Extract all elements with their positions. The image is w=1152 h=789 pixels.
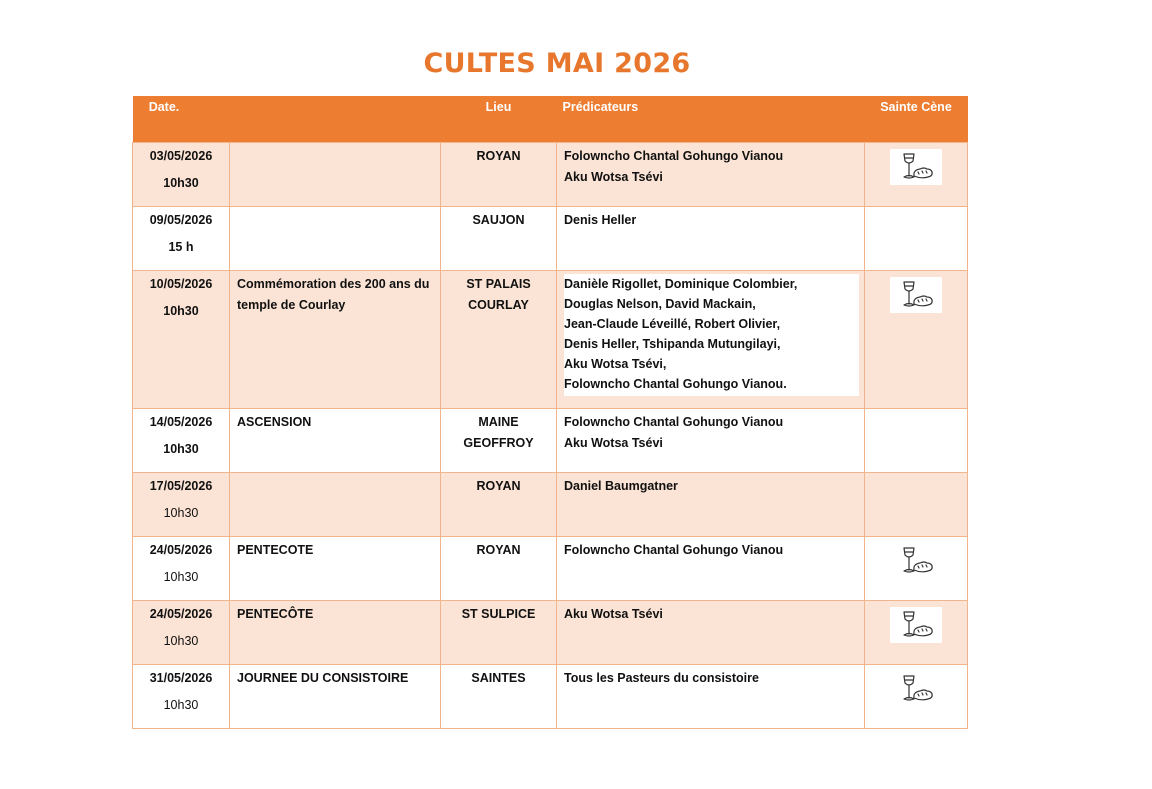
date-cell [133, 537, 230, 601]
date-cell [133, 665, 230, 729]
lieu-line: GEOFFROY [463, 436, 534, 450]
predicateurs-cell [557, 473, 865, 537]
service-date: 24/05/2026 [149, 543, 213, 557]
event-cell [230, 143, 441, 207]
predicateur-line: Tous les Pasteurs du consistoire [564, 671, 759, 685]
lieu-line: ROYAN [476, 149, 521, 163]
predicateurs-cell [557, 207, 865, 271]
sainte-cene-cell [865, 601, 968, 665]
date-cell [133, 207, 230, 271]
event-cell: JOURNEE DU CONSISTOIRE [230, 665, 441, 729]
predicateur-line: Aku Wotsa Tsévi [564, 436, 663, 450]
table-header-row [133, 96, 968, 143]
service-date: 31/05/2026 [149, 671, 213, 685]
lieu-cell [441, 665, 557, 729]
sainte-cene-cell [865, 665, 968, 729]
lieu-line: SAINTES [471, 671, 526, 685]
header-predicateurs: Prédicateurs [557, 96, 865, 143]
header-sainte-cene: Sainte Cène [865, 96, 968, 143]
lieu-line: SAUJON [472, 213, 525, 227]
predicateur-line: Folowncho Chantal Gohungo Vianou [564, 543, 784, 557]
event-cell: PENTECÔTE [230, 601, 441, 665]
header-event [230, 96, 441, 143]
service-date: 10/05/2026 [149, 277, 213, 291]
predicateur-line: Denis Heller, Tshipanda Mutungilayi, [564, 337, 781, 351]
service-date: 17/05/2026 [149, 479, 213, 493]
chalice-bread-icon [890, 607, 942, 643]
predicateur-line: Aku Wotsa Tsévi [564, 170, 663, 184]
table-row [133, 409, 968, 473]
table-row [133, 271, 968, 409]
date-cell [133, 473, 230, 537]
lieu-cell [441, 473, 557, 537]
service-time: 10h30 [163, 698, 199, 712]
service-time: 10h30 [163, 442, 199, 456]
table-row [133, 143, 968, 207]
service-time: 10h30 [163, 570, 199, 584]
service-time: 10h30 [163, 506, 199, 520]
date-cell [133, 271, 230, 409]
predicateur-line: Aku Wotsa Tsévi [564, 607, 663, 621]
event-cell [230, 473, 441, 537]
date-cell [133, 143, 230, 207]
lieu-cell [441, 143, 557, 207]
event-cell: Commémoration des 200 ans du temple de Courlay [230, 271, 441, 409]
lieu-cell [441, 601, 557, 665]
date-cell [133, 409, 230, 473]
predicateurs-cell [557, 665, 865, 729]
predicateur-line: Denis Heller [564, 213, 637, 227]
predicateur-line: Danièle Rigollet, Dominique Colombier, [564, 277, 798, 291]
service-date: 03/05/2026 [149, 149, 213, 163]
table-row [133, 665, 968, 729]
service-date: 24/05/2026 [149, 607, 213, 621]
services-table [132, 96, 968, 729]
chalice-bread-icon [890, 671, 942, 707]
service-time: 10h30 [163, 634, 199, 648]
predicateur-line: Douglas Nelson, David Mackain, [564, 297, 756, 311]
predicateurs-cell [557, 143, 865, 207]
sainte-cene-cell [865, 271, 968, 409]
service-date: 09/05/2026 [149, 213, 213, 227]
lieu-cell [441, 271, 557, 409]
table-row [133, 537, 968, 601]
table-row [133, 207, 968, 271]
predicateur-line: Daniel Baumgatner [564, 479, 678, 493]
lieu-cell [441, 409, 557, 473]
event-cell: PENTECOTE [230, 537, 441, 601]
table-row [133, 601, 968, 665]
predicateur-line: Jean-Claude Léveillé, Robert Olivier, [564, 317, 781, 331]
sainte-cene-cell [865, 143, 968, 207]
predicateurs-cell [557, 409, 865, 473]
lieu-cell [441, 207, 557, 271]
header-lieu: Lieu [441, 96, 557, 143]
service-time: 10h30 [163, 304, 199, 318]
chalice-bread-icon [890, 149, 942, 185]
event-cell [230, 207, 441, 271]
service-time: 15 h [168, 240, 194, 254]
chalice-bread-icon [890, 277, 942, 313]
date-cell [133, 601, 230, 665]
predicateurs-cell [557, 537, 865, 601]
lieu-line: ST PALAIS [466, 277, 531, 291]
header-date: Date. [133, 96, 230, 143]
chalice-bread-icon [890, 543, 942, 579]
lieu-line: ST SULPICE [461, 607, 536, 621]
service-date: 14/05/2026 [149, 415, 213, 429]
page-title: CULTES MAI 2026 [423, 48, 691, 79]
lieu-line: MAINE [478, 415, 519, 429]
predicateur-line: Folowncho Chantal Gohungo Vianou [564, 149, 784, 163]
event-cell: ASCENSION [230, 409, 441, 473]
table-row [133, 473, 968, 537]
lieu-cell [441, 537, 557, 601]
predicateur-line: Aku Wotsa Tsévi, [564, 357, 667, 371]
predicateurs-cell [557, 601, 865, 665]
predicateurs-cell [557, 271, 865, 409]
lieu-line: COURLAY [468, 298, 529, 312]
table-body [133, 143, 968, 729]
sainte-cene-cell [865, 409, 968, 473]
lieu-line: ROYAN [476, 543, 521, 557]
sainte-cene-cell [865, 473, 968, 537]
sainte-cene-cell [865, 207, 968, 271]
sainte-cene-cell [865, 537, 968, 601]
service-time: 10h30 [163, 176, 199, 190]
lieu-line: ROYAN [476, 479, 521, 493]
predicateur-line: Folowncho Chantal Gohungo Vianou [564, 415, 784, 429]
predicateur-line: Folowncho Chantal Gohungo Vianou. [564, 377, 787, 391]
